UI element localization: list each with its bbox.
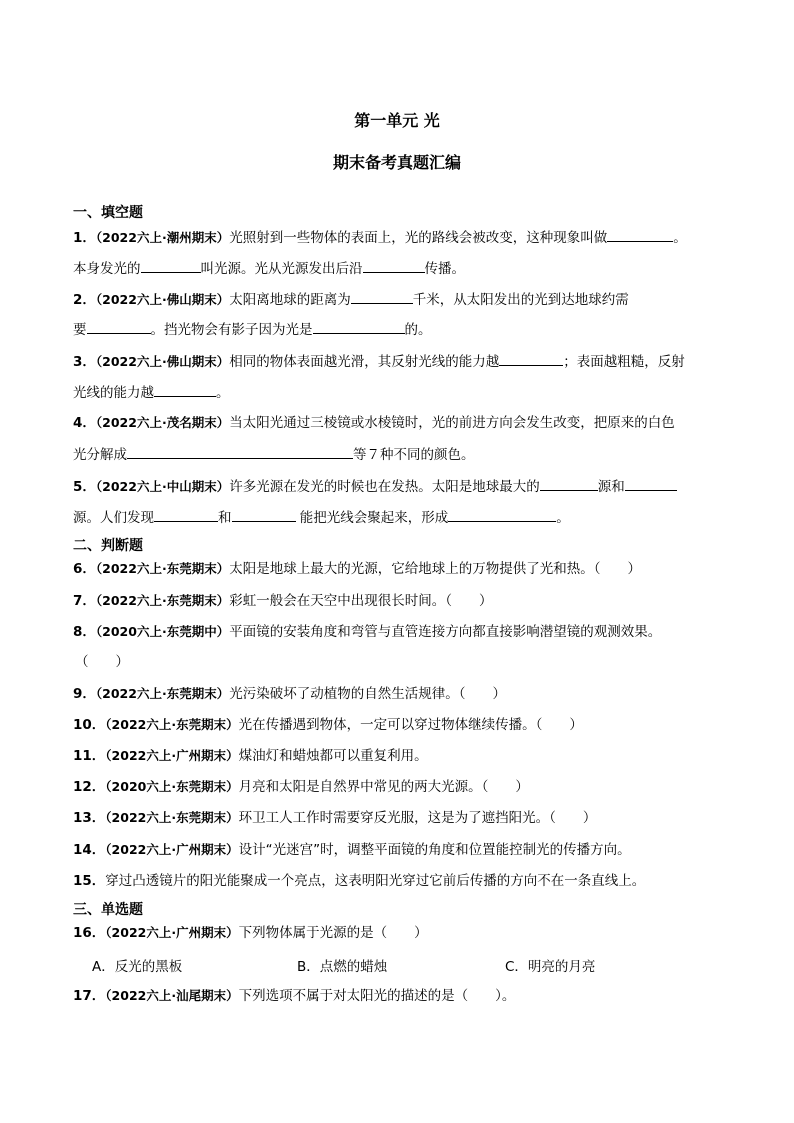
question-10: 10．（2022六上·东莞期末）光在传播遇到物体，一定可以穿过物体继续传播。（ ） bbox=[73, 717, 583, 733]
question-text: 光照射到一些物体的表面上，光的路线会被改变，这种现象叫做 bbox=[229, 230, 608, 246]
answer-blank[interactable] bbox=[127, 444, 353, 459]
question-8-line-1: 8．（2020六上·东莞期中）平面镜的安装角度和弯管与直管连接方向都直接影响潜望镜的观测效果。 bbox=[73, 624, 662, 640]
worksheet-subtitle: 期末备考真题汇编 bbox=[332, 153, 461, 172]
question-number: 1． bbox=[73, 230, 96, 246]
answer-blank[interactable] bbox=[448, 507, 556, 522]
answer-blank[interactable] bbox=[154, 507, 218, 522]
question-8-line-2 bbox=[75, 652, 735, 672]
option-b[interactable]: B．点燃的蜡烛 bbox=[297, 959, 388, 975]
section-true-false: 二、判断题 bbox=[73, 538, 143, 554]
option-c[interactable]: C．明亮的月亮 bbox=[505, 959, 596, 975]
answer-blank[interactable] bbox=[540, 476, 598, 491]
section-fill-in: 一、填空题 bbox=[73, 205, 143, 221]
question-4-line-2: 光分解成 等７种不同的颜色。 bbox=[73, 444, 733, 465]
question-7: 7．（2022六上·东莞期末）彩虹一般会在天空中出现很长时间。（ ） bbox=[73, 593, 493, 609]
answer-parentheses[interactable]: （ ） bbox=[75, 654, 129, 670]
section-single-choice: 三、单选题 bbox=[73, 902, 143, 918]
answer-blank[interactable] bbox=[351, 289, 413, 304]
answer-blank[interactable] bbox=[87, 319, 151, 334]
answer-blank[interactable] bbox=[141, 258, 201, 273]
question-1-line-1: 1．（2022六上·潮州期末）光照射到一些物体的表面上，光的路线会被改变，这种现象叫做 。 bbox=[73, 227, 733, 248]
question-5-line-1: 5．（2022六上·中山期末）许多光源在发光的时候也在发热。太阳是地球最大的 源和 bbox=[73, 476, 733, 497]
question-4-line-1: 4．（2022六上·茂名期末）当太阳光通过三棱镜或水棱镜时，光的前进方向会发生改变，把原来的白色 bbox=[73, 415, 675, 431]
answer-blank[interactable] bbox=[232, 507, 296, 522]
answer-blank[interactable] bbox=[499, 351, 563, 366]
answer-blank[interactable] bbox=[607, 227, 673, 242]
answer-blank[interactable] bbox=[363, 258, 425, 273]
question-source: （2022六上·潮州期末） bbox=[95, 230, 230, 245]
question-3-line-1: 3．（2022六上·佛山期末）相同的物体表面越光滑，其反射光线的能力越 ；表面越粗糙，反射 bbox=[73, 351, 733, 372]
question-6: 6．（2022六上·东莞期末）太阳是地球上最大的光源，它给地球上的万物提供了光和热。（ ） bbox=[73, 561, 641, 577]
option-a[interactable]: A．反光的黑板 bbox=[92, 959, 183, 975]
answer-blank[interactable] bbox=[313, 319, 405, 334]
question-11: 11．（2022六上·广州期末）煤油灯和蜡烛都可以重复利用。 bbox=[73, 748, 428, 764]
question-2-line-2: 要 。挡光物会有影子因为光是 的。 bbox=[73, 319, 733, 340]
question-17: 17．（2022六上·汕尾期末）下列选项不属于对太阳光的描述的是（ ）。 bbox=[73, 988, 516, 1004]
answer-blank[interactable] bbox=[625, 476, 677, 491]
answer-blank[interactable] bbox=[154, 382, 216, 397]
question-9: 9．（2022六上·东莞期末）光污染破坏了动植物的自然生活规律。（ ） bbox=[73, 686, 506, 702]
unit-title: 第一单元 光 bbox=[354, 111, 440, 130]
question-2-line-1: 2．（2022六上·佛山期末）太阳离地球的距离为 千米，从太阳发出的光到达地球约需 bbox=[73, 289, 733, 310]
question-14: 14．（2022六上·广州期末）设计“光迷宫”时，调整平面镜的角度和位置能控制光的传播方向。 bbox=[73, 842, 631, 858]
question-1-line-2: 本身发光的 叫光源。光从光源发出后沿 传播。 bbox=[73, 258, 733, 279]
question-5-line-2: 源。人们发现 和 能把光线会聚起来，形成 。 bbox=[73, 507, 733, 528]
question-3-line-2: 光线的能力越 。 bbox=[73, 382, 733, 403]
question-12: 12．（2020六上·东莞期末）月亮和太阳是自然界中常见的两大光源。（ ） bbox=[73, 779, 529, 795]
question-15: 15．穿过凸透镜片的阳光能聚成一个亮点，这表明阳光穿过它前后传播的方向不在一条直线上。 bbox=[73, 873, 646, 889]
question-13: 13．（2022六上·东莞期末）环卫工人工作时需要穿反光服，这是为了遮挡阳光。（ ） bbox=[73, 810, 597, 826]
question-16: 16．（2022六上·广州期末）下列物体属于光源的是（ ） bbox=[73, 925, 428, 941]
